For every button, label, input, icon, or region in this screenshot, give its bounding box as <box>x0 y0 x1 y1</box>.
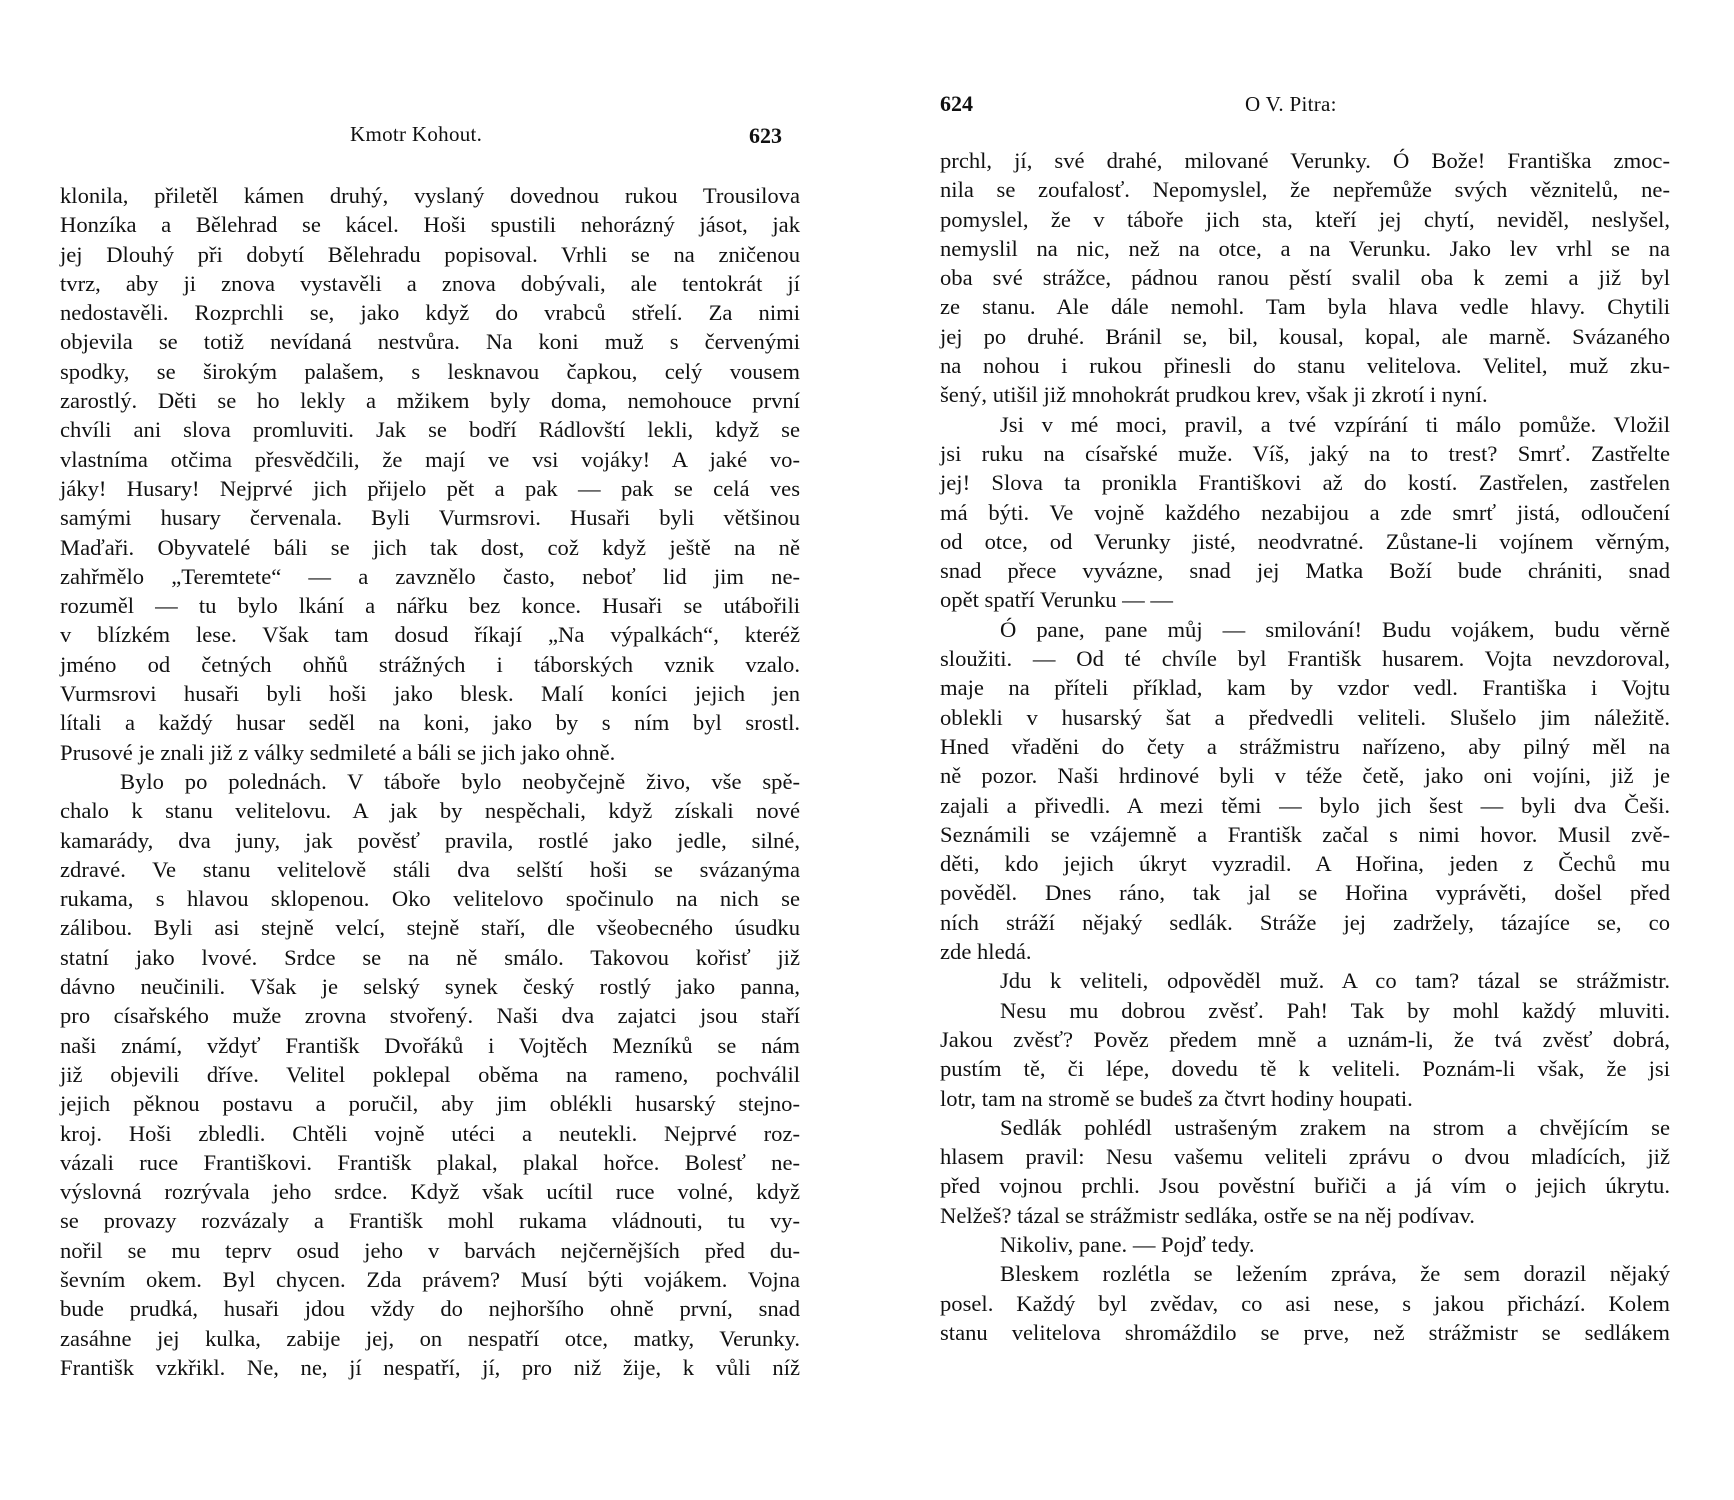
text-line: Nikoliv, pane. — Pojď tedy. <box>1000 1231 1255 1257</box>
text-line: nedostavěli. Rozprchli se, jako když do vrabců střelí. Za nimi <box>60 300 800 326</box>
text-line: nořil se mu teprv osud jeho v barvách nejčernějších před du- <box>60 1237 800 1263</box>
text-line: tvrz, aby ji znova vystavěli a znova dobývali, ale tentokrát jí <box>60 270 800 296</box>
text-line: jej! Slova ta pronikla Františkovi až do kostí. Zastřelen, zastřelen <box>940 470 1670 496</box>
text-line: Prusové je znali již z války sedmileté a báli se jich jako ohně. <box>60 739 616 765</box>
text-line: stanu velitelova shromáždilo se prve, než strážmistr se sedlákem <box>940 1319 1670 1345</box>
text-line: ně pozor. Naši hrdinové byli v téže četě, jako oni vojíni, již je <box>940 763 1670 789</box>
running-title: O V. Pitra: <box>1245 92 1337 116</box>
text-line: pustím tě, či lépe, dovedu tě k veliteli. Poznám-li však, že jsi <box>940 1056 1670 1082</box>
text-line: Bylo po polednách. V táboře bylo neobyčejně živo, vše spě- <box>120 768 800 794</box>
text-line: kroj. Hoši zbledli. Chtěli vojně utéci a neutekli. Nejprvé roz- <box>60 1120 800 1146</box>
text-line: se provazy rozvázaly a Františk mohl rukama vládnouti, tu vy- <box>60 1208 800 1234</box>
text-line: lítali a každý husar seděl na koni, jako by s ním byl srostl. <box>60 710 800 736</box>
text-line: Františk vzkřikl. Ne, ne, jí nespatří, jí, pro niž žije, k vůli níž <box>60 1354 800 1380</box>
text-line: vlastníma otčima přesvědčili, že mají ve vsi vojáky! A jaké vo- <box>60 446 800 472</box>
text-line: Vurmsrovi husaři byli hoši jako blesk. Malí koníci jejich jen <box>60 681 800 707</box>
text-line: ních stráží nějaký sedlák. Stráže jej zadržely, tázajíce se, co <box>940 909 1670 935</box>
text-line: nila se zoufalosť. Nepomyslel, že nepřemůže svých věznitelů, ne- <box>940 177 1670 203</box>
right-page-body <box>940 146 1670 1347</box>
text-line: jáky! Husary! Nejprvé jich přijelo pět a pak — pak se celá ves <box>60 475 800 501</box>
text-line: samými husary červenala. Byli Vurmsrovi. Husaři byli většinou <box>60 505 800 531</box>
text-line: chvíli ani slova promluviti. Jak se bodří Rádlovští lekli, když se <box>60 417 800 443</box>
page-number: 624 <box>940 91 973 116</box>
text-line: zálibou. Byli asi stejně velcí, stejně staří, dle všeobecného úsudku <box>60 915 800 941</box>
text-line: bude prudká, husaři jdou vždy do nejhoršího ohně první, snad <box>60 1296 800 1322</box>
text-line: rukama, s hlavou sklopenou. Oko velitelovo spočinulo na nich se <box>60 886 800 912</box>
text-line: statní jako lvové. Srdce se na ně smálo. Takovou kořisť již <box>60 944 800 970</box>
text-line: již objevili dříve. Velitel poklepal oběma na rameno, pochválil <box>60 1061 800 1087</box>
text-line: ševním okem. Byl chycen. Zda právem? Musí býti vojákem. Vojna <box>60 1266 800 1292</box>
text-line: dávno neučinili. Však je selský synek český rostlý jako panna, <box>60 974 800 1000</box>
text-line: opět spatří Verunku — — <box>940 587 1174 613</box>
text-line: zdravé. Ve stanu velitelově stáli dva selští hoši se svázanýma <box>60 856 800 882</box>
text-line: pověděl. Dnes ráno, tak jal se Hořina vyprávěti, došel před <box>940 880 1670 906</box>
text-line: zahřmělo „Teremtete“ — a zavznělo často, neboť lid jim ne- <box>60 563 800 589</box>
text-line: Maďaři. Obyvatelé báli se jich tak dost, což když ještě na ně <box>60 534 800 560</box>
text-line: rozuměl — tu bylo lkání a nářku bez konce. Husaři se utábořili <box>60 593 800 619</box>
text-line: oblekli v husarský šat a předvedli veliteli. Slušelo jim náležitě. <box>940 704 1670 730</box>
text-line: v blízkém lese. Však tam dosud říkají „Na výpalkách“, kteréž <box>60 622 800 648</box>
text-line: Jdu k veliteli, odpověděl muž. A co tam? tázal se strážmistr. <box>1000 968 1670 994</box>
text-line: jsi ruku na císařské muže. Víš, jaký na to trest? Smrť. Zastřelte <box>940 440 1670 466</box>
text-line: zarostlý. Děti se ho lekly a mžikem byly doma, nemohouce první <box>60 388 800 414</box>
text-line: na nohou i rukou přinesli do stanu velitelova. Velitel, muž zku- <box>940 353 1670 379</box>
text-line: před vojnou prchli. Jsou pověstní buřiči a já vím o jejich úkrytu. <box>940 1173 1670 1199</box>
left-page-body <box>60 181 800 1382</box>
text-line: Seznámili se vzájemně a Františk začal s nimi hovor. Musil zvě- <box>940 821 1670 847</box>
text-line: Ó pane, pane můj — smilování! Budu vojákem, budu věrně <box>1000 616 1670 642</box>
right-page-header <box>930 92 1670 122</box>
text-line: objevila se totiž nevídaná nestvůra. Na koni muž s červenými <box>60 329 800 355</box>
text-line: posel. Každý byl zvědav, co asi nese, s jakou přichází. Kolem <box>940 1290 1670 1316</box>
text-line: hlasem pravil: Nesu vašemu veliteli zprávu o dvou mladících, již <box>940 1144 1670 1170</box>
text-line: Hned vřaděni do čety a strážmistru nařízeno, aby pilný měl na <box>940 733 1670 759</box>
text-line: lotr, tam na stromě se budeš za čtvrt hodiny houpati. <box>940 1085 1413 1111</box>
text-line: prchl, jí, své drahé, milované Verunky. Ó Bože! Františka zmoc- <box>940 148 1670 173</box>
text-line: zajali a přivedli. A mezi těmi — bylo jich šest — byli dva Češi. <box>940 792 1670 818</box>
text-line: klonila, přiletěl kámen druhý, vyslaný dovednou rukou Trousilova <box>60 183 800 208</box>
text-line: pro císařského muže zrovna stvořený. Naši dva zajatci jsou staří <box>60 1003 800 1029</box>
text-line: Jakou zvěsť? Pověz předem mně a uznám-li, že tvá zvěsť dobrá, <box>940 1026 1670 1052</box>
text-line: jej po druhé. Bránil se, bil, kousal, kopal, ale marně. Svázaného <box>940 323 1670 349</box>
text-line: má býti. Ve vojně každého nezabijou a zde smrť jistá, odloučení <box>940 499 1670 525</box>
text-line: naši známí, vždyť Františk Dvořáků i Vojtěch Mezníků se nám <box>60 1032 800 1058</box>
text-line: chalo k stanu velitelovu. A jak by nespěchali, když získali nové <box>60 798 800 824</box>
text-line: děti, kdo jejich úkryt vyzradil. A Hořina, jeden z Čechů mu <box>940 851 1670 877</box>
text-line: vázali ruce Františkovi. Františk plakal, plakal hořce. Bolesť ne- <box>60 1149 800 1175</box>
text-line: kamarády, dva juny, jak pověsť pravila, rostlé jako jedle, silné, <box>60 827 800 853</box>
running-title: Kmotr Kohout. <box>350 122 483 146</box>
text-line: pomyslel, že v táboře jich sta, kteří jej chytí, neviděl, neslyšel, <box>940 206 1670 232</box>
text-line: nemyslil na nic, než na otce, a na Verunku. Jako lev vrhl se na <box>940 235 1670 261</box>
text-line: Sedlák pohlédl ustrašeným zrakem na strom a chvějícím se <box>1000 1114 1670 1140</box>
text-line: jejich pěknou postavu a poručil, aby jim oblékli husarský stejno- <box>60 1091 800 1117</box>
text-line: spodky, se širokým palašem, s lesknavou čapkou, celý vousem <box>60 358 800 384</box>
text-line: Nesu mu dobrou zvěsť. Pah! Tak by mohl každý mluviti. <box>1000 997 1670 1023</box>
page-number: 623 <box>749 123 782 148</box>
left-page-header <box>60 122 800 152</box>
text-line: šený, utišil již mnohokrát prudkou krev, však ji zkrotí i nyní. <box>940 382 1488 408</box>
text-line: jméno od četných ohňů strážných i táborských vznik vzalo. <box>60 651 800 677</box>
text-line: snad přece vyvázne, snad jej Matka Boží bude chrániti, snad <box>940 558 1670 584</box>
text-line: Bleskem rozlétla se ležením zpráva, že sem dorazil nějaký <box>1000 1261 1670 1287</box>
text-line: ze stanu. Ale dále nemohl. Tam byla hlava vedle hlavy. Chytili <box>940 294 1670 320</box>
text-line: Jsi v mé moci, pravil, a tvé vzpírání ti málo pomůže. Vložil <box>1000 411 1670 437</box>
text-line: maje na příteli příklad, kam by vzdor vedl. Františka i Vojtu <box>940 675 1670 701</box>
text-line: sloužiti. — Od té chvíle byl Františk husarem. Vojta nevzdoroval, <box>940 646 1670 672</box>
text-line: zde hledá. <box>940 939 1032 965</box>
text-line: zasáhne jej kulka, zabije jej, on nespatří otce, matky, Verunky. <box>60 1325 800 1351</box>
text-line: jej Dlouhý při dobytí Bělehradu popisoval. Vrhli se na zničenou <box>60 241 800 267</box>
text-line: oba své strážce, pádnou ranou pěstí svalil oba k zemi a již byl <box>940 265 1670 291</box>
text-line: Honzíka a Bělehrad se kácel. Hoši spustili nehorázný jásot, jak <box>60 212 800 238</box>
text-line: od otce, od Verunky jisté, neodvratné. Zůstane-li vojínem věrným, <box>940 528 1670 554</box>
text-line: výslovná rozrývala jeho srdce. Když však ucítil ruce volné, když <box>60 1179 800 1205</box>
text-line: Nelžeš? tázal se strážmistr sedláka, ostře se na něj podívav. <box>940 1202 1475 1228</box>
